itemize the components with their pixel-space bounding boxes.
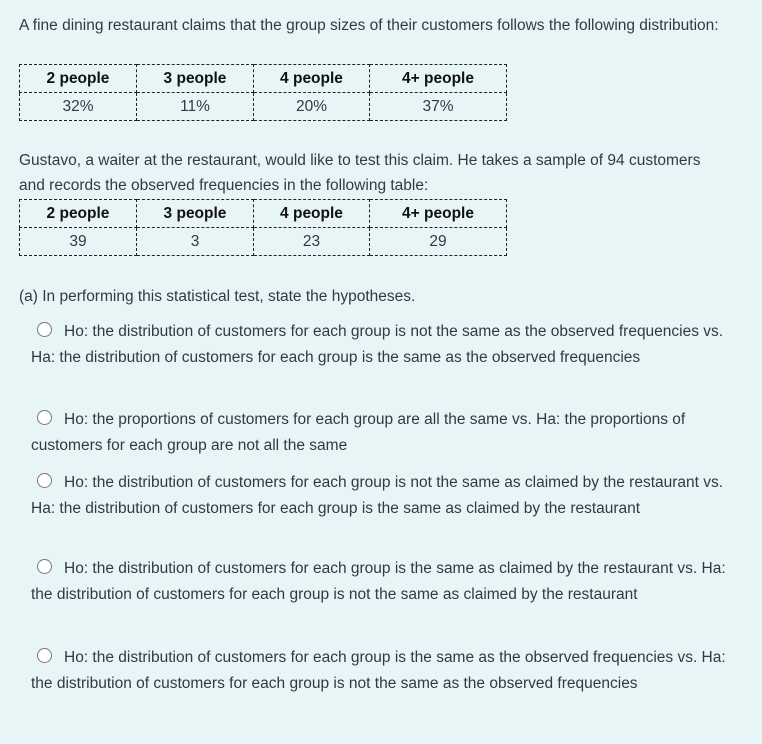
radio-button[interactable]: [37, 473, 52, 488]
header-4plus-people: 4+ people: [370, 200, 507, 228]
header-4plus-people: 4+ people: [370, 65, 507, 93]
radio-button[interactable]: [37, 322, 52, 337]
option-2[interactable]: [31, 407, 726, 458]
observed-frequencies-table: [19, 199, 507, 256]
intro-text: A fine dining restaurant claims that the group sizes of their customers follows the following distribution:: [19, 17, 719, 34]
question-a: (a) In performing this statistical test, state the hypotheses.: [19, 288, 416, 305]
option-label: Ho: the distribution of customers for each group is not the same as claimed by the restaurant vs. Ha: the distribution of customers for each group is the same as claimed by the restaurant: [31, 474, 724, 517]
observed-4-people: 23: [254, 228, 370, 256]
radio-button[interactable]: [37, 559, 52, 574]
sample-text: Gustavo, a waiter at the restaurant, would like to test this claim. He takes a sample of 94 customers and records the observed frequencies in the following table:: [19, 152, 701, 194]
header-2-people: 2 people: [20, 65, 137, 93]
header-4-people: 4 people: [254, 200, 370, 228]
option-label: Ho: the distribution of customers for each group is not the same as the observed frequencies vs. Ha: the distribution of customers for each group is the same as the observed frequencies: [31, 323, 724, 366]
radio-button[interactable]: [37, 648, 52, 663]
claimed-4-people: 20%: [254, 93, 370, 121]
option-4[interactable]: [31, 556, 726, 607]
header-2-people: 2 people: [20, 200, 137, 228]
option-5[interactable]: [31, 645, 726, 696]
observed-3-people: 3: [137, 228, 254, 256]
header-4-people: 4 people: [254, 65, 370, 93]
header-3-people: 3 people: [137, 65, 254, 93]
claimed-4plus-people: 37%: [370, 93, 507, 121]
option-label: Ho: the distribution of customers for each group is the same as the observed frequencies vs. Ha: the distribution of customers for each group is not the same as the observed frequencies: [31, 649, 726, 692]
option-label: Ho: the proportions of customers for each group are all the same vs. Ha: the proportions of customers for each group are not all the same: [31, 411, 686, 454]
radio-button[interactable]: [37, 410, 52, 425]
claimed-2-people: 32%: [20, 93, 137, 121]
claimed-distribution-table: [19, 64, 507, 121]
header-3-people: 3 people: [137, 200, 254, 228]
option-3[interactable]: [31, 470, 726, 521]
observed-4plus-people: 29: [370, 228, 507, 256]
option-label: Ho: the distribution of customers for each group is the same as claimed by the restaurant vs. Ha: the distribution of customers for each group is not the same as claimed by the restaurant: [31, 560, 726, 603]
claimed-3-people: 11%: [137, 93, 254, 121]
option-1[interactable]: [31, 319, 726, 370]
observed-2-people: 39: [20, 228, 137, 256]
